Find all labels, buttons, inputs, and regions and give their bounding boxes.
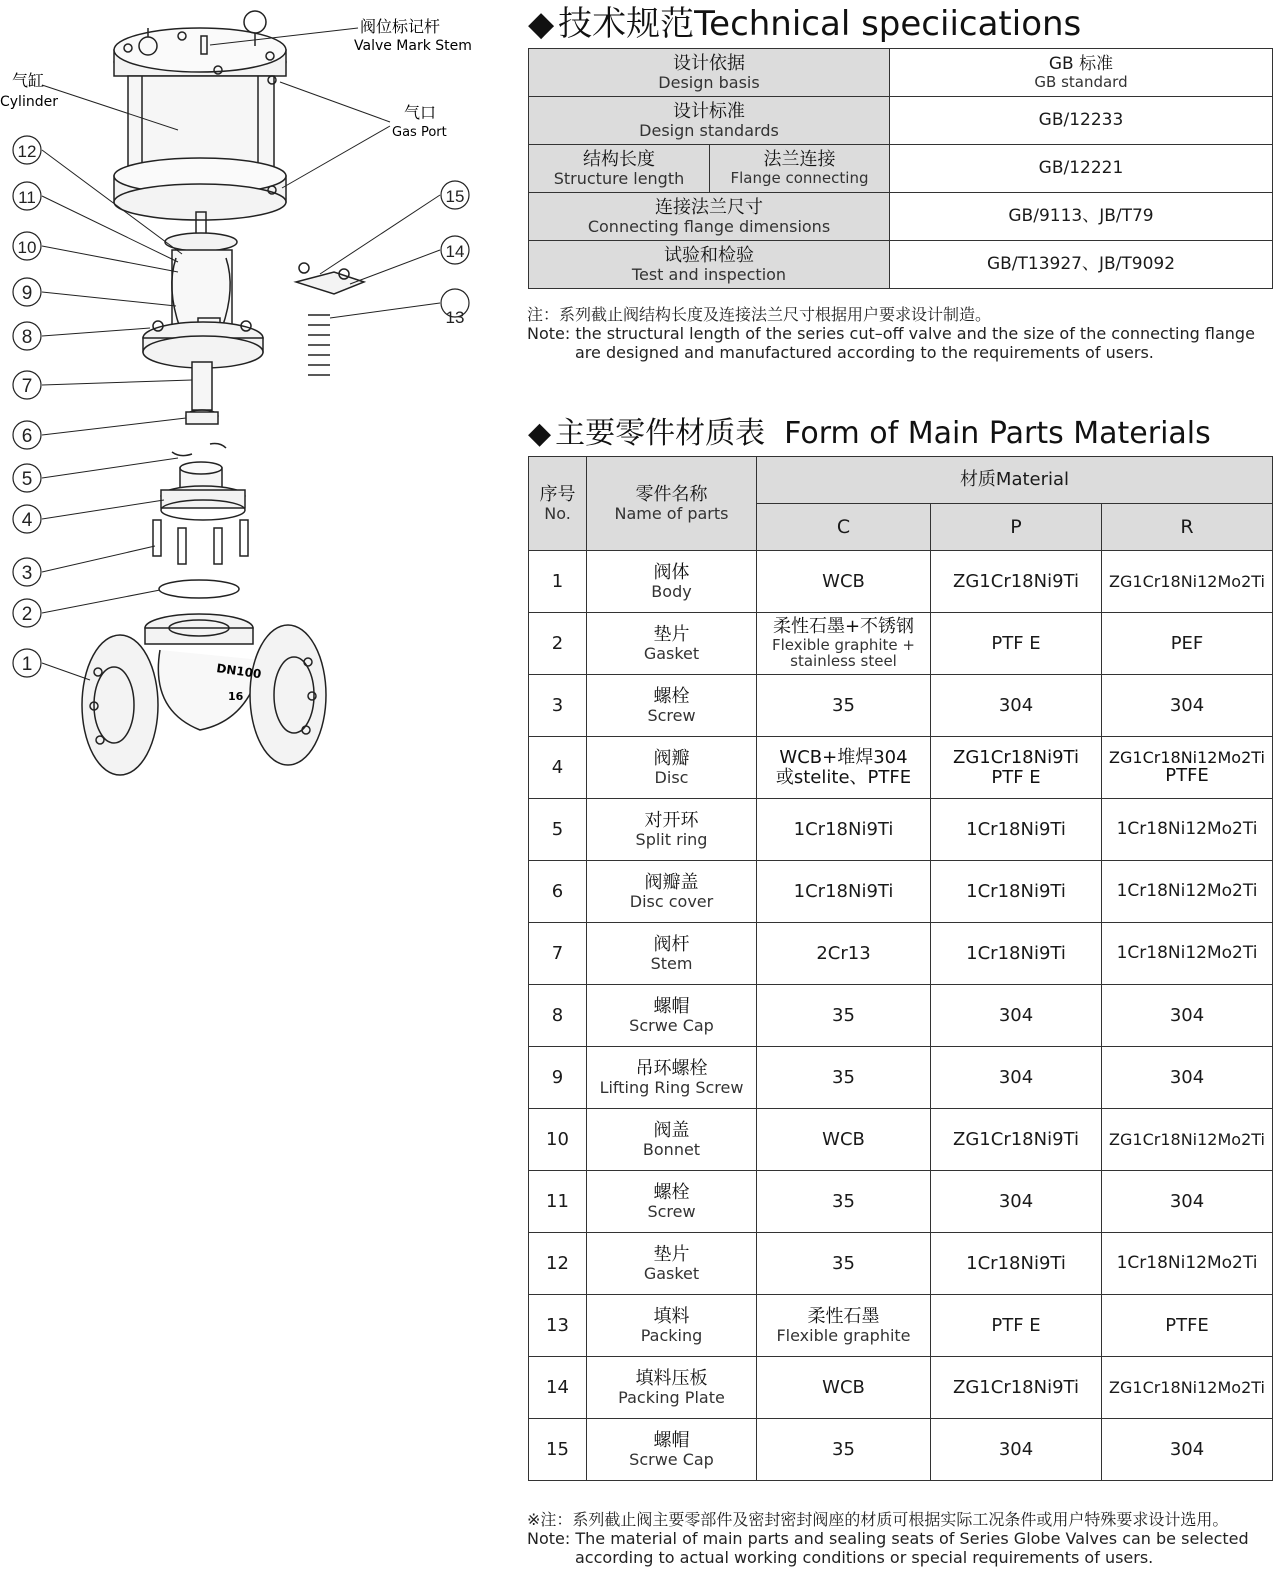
body-mark-size: DN100 bbox=[215, 661, 263, 682]
material-c-en-1: Flexible graphite + bbox=[771, 635, 915, 654]
material-p: 304 bbox=[931, 1047, 1102, 1109]
cylinder-label-cn: 气缸 bbox=[12, 71, 45, 90]
part-no: 4 bbox=[529, 737, 587, 799]
material-c: WCB bbox=[757, 551, 931, 613]
material-c-cn: 柔性石墨 bbox=[807, 1305, 880, 1327]
parts-header-row bbox=[529, 457, 1273, 504]
value-cn: GB 标准 bbox=[1048, 53, 1114, 74]
part-name-en: Stem bbox=[650, 953, 693, 973]
part-name-cn: 垫片 bbox=[653, 623, 690, 645]
material-c bbox=[757, 1295, 931, 1357]
header-name bbox=[587, 457, 757, 551]
table-row bbox=[529, 1109, 1273, 1171]
part-name bbox=[587, 1419, 757, 1481]
part-name-cn: 垫片 bbox=[653, 1243, 690, 1265]
part-name bbox=[587, 1109, 757, 1171]
table-row bbox=[529, 1047, 1273, 1109]
part-name bbox=[587, 675, 757, 737]
callout-11: 11 bbox=[18, 188, 36, 207]
part-name-cn: 阀盖 bbox=[653, 1119, 690, 1141]
diamond-bullet-icon: ◆ bbox=[528, 4, 555, 44]
spec-label bbox=[529, 97, 890, 145]
table-row bbox=[529, 923, 1273, 985]
valve-mark-stem-label-en: Valve Mark Stem bbox=[354, 38, 472, 54]
part-name bbox=[587, 737, 757, 799]
material-p: PTF E bbox=[931, 613, 1102, 675]
table-row bbox=[529, 1419, 1273, 1481]
material-c: 2Cr13 bbox=[757, 923, 931, 985]
part-no: 13 bbox=[529, 1295, 587, 1357]
part-no: 3 bbox=[529, 675, 587, 737]
material-r: 304 bbox=[1102, 675, 1273, 737]
part-name-en: Screw bbox=[647, 1201, 696, 1221]
part-name bbox=[587, 799, 757, 861]
part-name-en: Gasket bbox=[643, 1263, 700, 1283]
parts-note-en-1: Note: The material of main parts and sealing seats of Series Globe Valves can be selected bbox=[527, 1529, 1249, 1548]
part-name-cn: 螺栓 bbox=[653, 685, 690, 707]
material-r: ZG1Cr18Ni12Mo2Ti bbox=[1102, 1357, 1273, 1419]
material-p-line-1: ZG1Cr18Ni9Ti bbox=[953, 746, 1079, 768]
spec-label bbox=[529, 193, 890, 241]
part-name-cn: 阀杆 bbox=[653, 933, 690, 955]
parts-heading bbox=[528, 408, 1211, 452]
material-p: 1Cr18Ni9Ti bbox=[931, 923, 1102, 985]
spec-value: GB/12221 bbox=[890, 145, 1273, 193]
material-r: PTFE bbox=[1102, 1295, 1273, 1357]
cylinder-label-en: Cylinder bbox=[0, 94, 58, 110]
part-name-en: Lifting Ring Screw bbox=[599, 1077, 744, 1097]
part-name-cn: 螺帽 bbox=[653, 995, 690, 1017]
part-name-en: Packing Plate bbox=[618, 1387, 725, 1407]
material-p-line-2: PTF E bbox=[991, 766, 1041, 788]
part-name-cn: 阀体 bbox=[653, 561, 690, 583]
part-name bbox=[587, 861, 757, 923]
spec-row-design-standards bbox=[529, 97, 1273, 145]
material-r-line-2: PTFE bbox=[1165, 765, 1209, 787]
value-en: GB standard bbox=[1034, 72, 1128, 91]
part-no: 10 bbox=[529, 1109, 587, 1171]
part-name bbox=[587, 923, 757, 985]
spec-value bbox=[890, 49, 1273, 97]
part-name-cn: 螺帽 bbox=[653, 1429, 690, 1451]
table-row bbox=[529, 1357, 1273, 1419]
spec-note-en-2: are designed and manufactured according to the requirements of users. bbox=[575, 343, 1154, 362]
spec-value: GB/9113、JB/T79 bbox=[890, 193, 1273, 241]
part-name-en: Screw bbox=[647, 705, 696, 725]
material-p: ZG1Cr18Ni9Ti bbox=[931, 1357, 1102, 1419]
part-name-en: Bonnet bbox=[642, 1139, 701, 1159]
spec-row-structure-length bbox=[529, 145, 1273, 193]
label-en: Flange connecting bbox=[730, 169, 869, 188]
label-en: Test and inspection bbox=[631, 264, 787, 284]
callout-4: 4 bbox=[21, 510, 33, 531]
label-cn: 法兰连接 bbox=[763, 149, 836, 171]
material-c: 35 bbox=[757, 675, 931, 737]
material-p: 1Cr18Ni9Ti bbox=[931, 861, 1102, 923]
header-no-en: No. bbox=[544, 503, 571, 523]
material-r: 304 bbox=[1102, 1171, 1273, 1233]
material-p: 1Cr18Ni9Ti bbox=[931, 799, 1102, 861]
part-no: 2 bbox=[529, 613, 587, 675]
table-row bbox=[529, 1295, 1273, 1357]
header-no bbox=[529, 457, 587, 551]
part-name-cn: 填料压板 bbox=[635, 1367, 708, 1389]
table-row bbox=[529, 861, 1273, 923]
part-name-en: Scrwe Cap bbox=[629, 1449, 714, 1469]
material-c-line-2: 或stelite、PTFE bbox=[775, 766, 912, 788]
table-row bbox=[529, 551, 1273, 613]
part-no: 5 bbox=[529, 799, 587, 861]
label-cn: 设计标准 bbox=[673, 100, 745, 122]
header-name-en: Name of parts bbox=[614, 503, 729, 523]
material-c-en: Flexible graphite bbox=[776, 1325, 911, 1345]
part-name-cn: 吊环螺栓 bbox=[635, 1057, 708, 1079]
part-name-cn: 螺栓 bbox=[653, 1181, 690, 1203]
part-name-cn: 阀瓣 bbox=[653, 747, 690, 769]
stem-drawing bbox=[172, 362, 226, 456]
spec-table bbox=[528, 48, 1273, 289]
material-c bbox=[757, 613, 931, 675]
table-row bbox=[529, 1233, 1273, 1295]
label-cn: 结构长度 bbox=[583, 148, 655, 170]
material-p: 304 bbox=[931, 1171, 1102, 1233]
header-r: R bbox=[1102, 504, 1273, 551]
material-c: 35 bbox=[757, 1047, 931, 1109]
part-name-en: Gasket bbox=[643, 643, 700, 663]
part-name-en: Scrwe Cap bbox=[629, 1015, 714, 1035]
callout-10: 10 bbox=[17, 238, 37, 257]
label-cn: 试验和检验 bbox=[664, 244, 754, 266]
material-r: 1Cr18Ni12Mo2Ti bbox=[1102, 861, 1273, 923]
material-r: 1Cr18Ni12Mo2Ti bbox=[1102, 1233, 1273, 1295]
gasket-drawing bbox=[159, 580, 239, 598]
parts-heading-text: 主要零件材质表 Form of Main Parts Materials bbox=[555, 416, 1211, 451]
material-p: 304 bbox=[931, 675, 1102, 737]
material-p: ZG1Cr18Ni9Ti bbox=[931, 551, 1102, 613]
header-c: C bbox=[757, 504, 931, 551]
part-name bbox=[587, 551, 757, 613]
spec-note bbox=[527, 305, 1255, 362]
spec-value: GB/T13927、JB/T9092 bbox=[890, 241, 1273, 289]
spec-row-test-inspection bbox=[529, 241, 1273, 289]
part-no: 11 bbox=[529, 1171, 587, 1233]
disc-drawing bbox=[161, 462, 245, 520]
studs-drawing bbox=[153, 520, 248, 564]
table-row bbox=[529, 737, 1273, 799]
valve-exploded-drawing bbox=[0, 0, 520, 800]
gas-port-label-cn: 气口 bbox=[404, 103, 437, 122]
spec-heading bbox=[528, 0, 1081, 45]
gas-port-label-en: Gas Port bbox=[392, 125, 447, 140]
callout-1: 1 bbox=[21, 654, 33, 675]
callout-9: 9 bbox=[21, 283, 33, 304]
header-no-cn: 序号 bbox=[539, 483, 576, 505]
material-r: PEF bbox=[1102, 613, 1273, 675]
part-no: 14 bbox=[529, 1357, 587, 1419]
body-mark-pressure: 16 bbox=[228, 690, 244, 703]
parts-note-cn: ※注：系列截止阀主要零部件及密封密封阀座的材质可根据实际工况条件或用户特殊要求设计选用。 bbox=[527, 1510, 1229, 1529]
part-name-en: Body bbox=[651, 581, 692, 601]
spec-label-2 bbox=[710, 145, 890, 193]
label-cn: 设计依据 bbox=[673, 52, 745, 74]
spec-note-cn: 注：系列截止阀结构长度及连接法兰尺寸根据用户要求设计制造。 bbox=[527, 305, 992, 324]
part-name-en: Disc cover bbox=[629, 891, 714, 911]
part-no: 7 bbox=[529, 923, 587, 985]
packing-drawing bbox=[296, 263, 364, 375]
material-c: WCB bbox=[757, 1109, 931, 1171]
material-r-line-1: ZG1Cr18Ni12Mo2Ti bbox=[1109, 747, 1265, 767]
table-row bbox=[529, 1171, 1273, 1233]
spec-heading-text: 技术规范Technical speciications bbox=[558, 4, 1082, 44]
cylinder-drawing bbox=[114, 11, 286, 220]
material-r: ZG1Cr18Ni12Mo2Ti bbox=[1102, 1109, 1273, 1171]
material-p: 304 bbox=[931, 985, 1102, 1047]
material-c: 1Cr18Ni9Ti bbox=[757, 861, 931, 923]
material-r: 1Cr18Ni12Mo2Ti bbox=[1102, 923, 1273, 985]
label-en: Structure length bbox=[553, 168, 685, 188]
material-c-en-2: stainless steel bbox=[790, 652, 897, 671]
spec-row-design-basis bbox=[529, 49, 1273, 97]
parts-table bbox=[528, 456, 1273, 1481]
label-en: Design basis bbox=[658, 72, 760, 92]
callout-15: 15 bbox=[445, 187, 465, 206]
material-c: WCB bbox=[757, 1357, 931, 1419]
callout-13: 13 bbox=[445, 308, 465, 327]
material-r: 304 bbox=[1102, 1419, 1273, 1481]
header-name-cn: 零件名称 bbox=[635, 483, 708, 505]
part-no: 12 bbox=[529, 1233, 587, 1295]
material-c: 35 bbox=[757, 1233, 931, 1295]
spec-value: GB/12233 bbox=[890, 97, 1273, 145]
label-cn: 连接法兰尺寸 bbox=[655, 196, 763, 218]
part-name-cn: 对开环 bbox=[644, 809, 699, 831]
material-p: ZG1Cr18Ni9Ti bbox=[931, 1109, 1102, 1171]
table-row bbox=[529, 985, 1273, 1047]
material-c: 35 bbox=[757, 1419, 931, 1481]
material-p: 1Cr18Ni9Ti bbox=[931, 1233, 1102, 1295]
part-name-cn: 阀瓣盖 bbox=[644, 871, 699, 893]
valve-mark-stem-label-cn: 阀位标记杆 bbox=[360, 17, 441, 36]
part-name bbox=[587, 1357, 757, 1419]
body-drawing bbox=[82, 614, 326, 775]
part-name bbox=[587, 1233, 757, 1295]
material-r: 304 bbox=[1102, 985, 1273, 1047]
callout-6: 6 bbox=[21, 426, 33, 447]
diamond-bullet-icon: ◆ bbox=[528, 416, 552, 451]
material-c bbox=[757, 737, 931, 799]
callout-7: 7 bbox=[21, 376, 33, 397]
part-no: 8 bbox=[529, 985, 587, 1047]
parts-note bbox=[527, 1510, 1249, 1567]
part-name bbox=[587, 1295, 757, 1357]
spec-label bbox=[529, 49, 890, 97]
part-no: 15 bbox=[529, 1419, 587, 1481]
spec-note-en-1: Note: the structural length of the series cut–off valve and the size of the connecting flange bbox=[527, 324, 1255, 343]
spec-label bbox=[529, 145, 710, 193]
label-en: Connecting flange dimensions bbox=[587, 216, 831, 236]
spec-row-flange-dimensions bbox=[529, 193, 1273, 241]
material-c: 1Cr18Ni9Ti bbox=[757, 799, 931, 861]
material-r bbox=[1102, 737, 1273, 799]
part-name bbox=[587, 1171, 757, 1233]
material-c-line-1: WCB+堆焊304 bbox=[779, 746, 908, 768]
part-name bbox=[587, 1047, 757, 1109]
material-c-cn: 柔性石墨+不锈钢 bbox=[772, 616, 915, 638]
material-r: 304 bbox=[1102, 1047, 1273, 1109]
header-p: P bbox=[931, 504, 1102, 551]
callout-5: 5 bbox=[21, 469, 33, 490]
part-no: 1 bbox=[529, 551, 587, 613]
callout-14: 14 bbox=[445, 242, 465, 261]
material-c: 35 bbox=[757, 1171, 931, 1233]
callout-12: 12 bbox=[17, 142, 37, 161]
callout-8: 8 bbox=[21, 327, 33, 348]
label-en: Design standards bbox=[639, 120, 779, 140]
table-row bbox=[529, 613, 1273, 675]
material-r: 1Cr18Ni12Mo2Ti bbox=[1102, 799, 1273, 861]
part-no: 6 bbox=[529, 861, 587, 923]
part-no: 9 bbox=[529, 1047, 587, 1109]
material-r: ZG1Cr18Ni12Mo2Ti bbox=[1102, 551, 1273, 613]
spec-label bbox=[529, 241, 890, 289]
table-row bbox=[529, 675, 1273, 737]
header-material: 材质Material bbox=[757, 457, 1273, 504]
part-name-cn: 填料 bbox=[653, 1305, 690, 1327]
part-name bbox=[587, 613, 757, 675]
material-c: 35 bbox=[757, 985, 931, 1047]
parts-note-en-2: according to actual working conditions or special requirements of users. bbox=[575, 1548, 1154, 1567]
material-p: 304 bbox=[931, 1419, 1102, 1481]
callout-3: 3 bbox=[21, 563, 33, 584]
material-p: PTF E bbox=[931, 1295, 1102, 1357]
callout-2: 2 bbox=[21, 604, 33, 625]
table-row bbox=[529, 799, 1273, 861]
part-name bbox=[587, 985, 757, 1047]
material-p bbox=[931, 737, 1102, 799]
part-name-en: Split ring bbox=[635, 829, 708, 849]
yoke-drawing bbox=[143, 212, 263, 368]
part-name-en: Packing bbox=[640, 1325, 703, 1345]
part-name-en: Disc bbox=[654, 767, 689, 787]
